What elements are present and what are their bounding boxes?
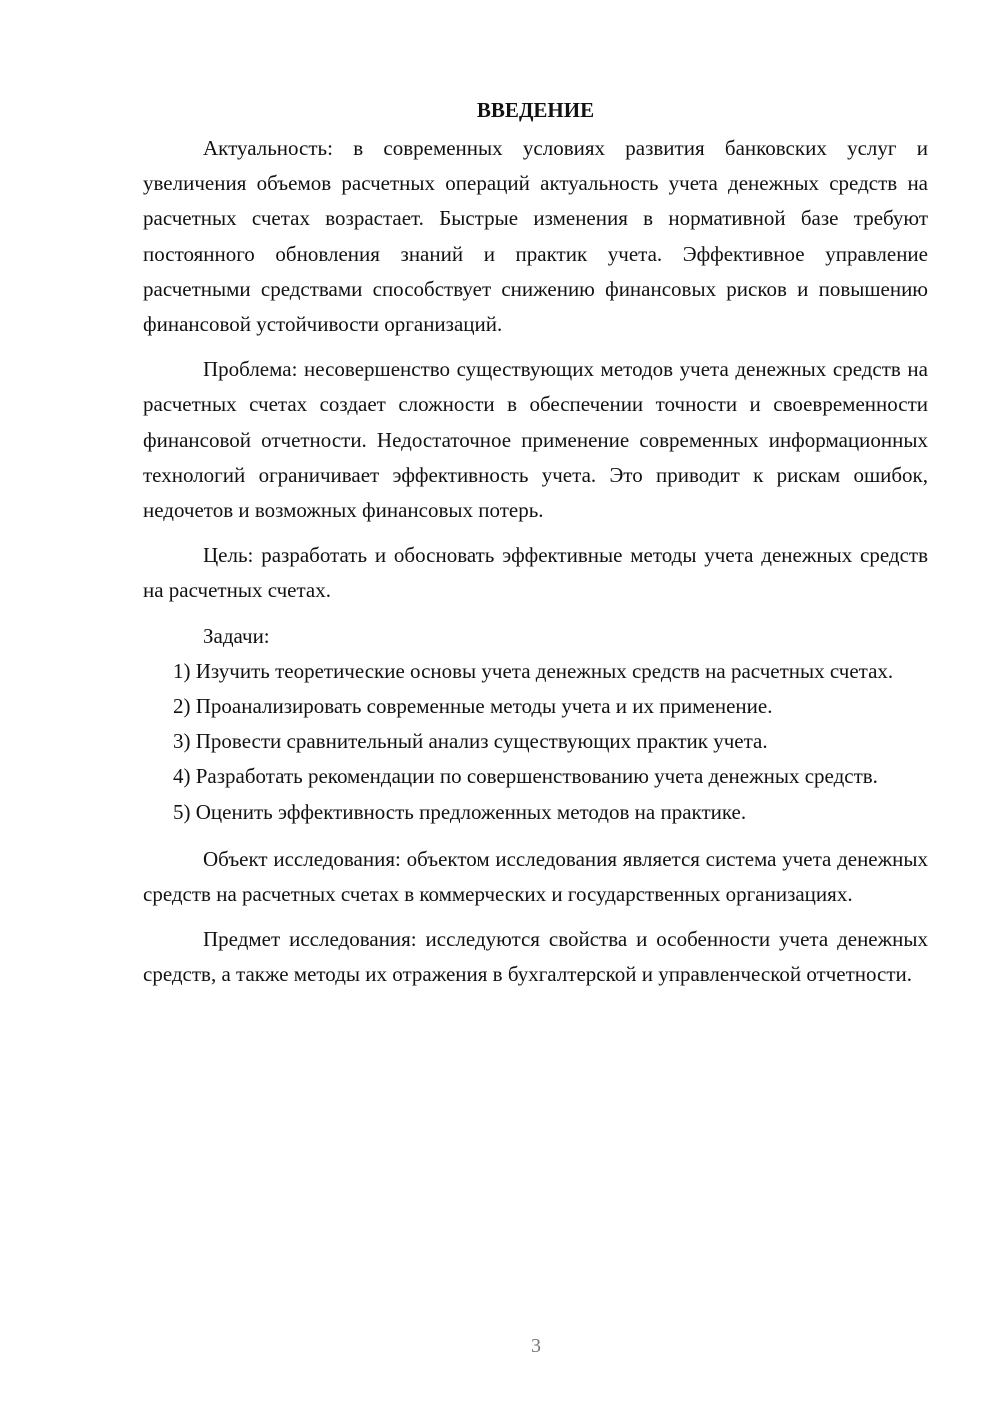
document-page xyxy=(143,93,928,993)
problem-paragraph: Проблема: несовершенство существующих методов учета денежных средств на расчетных счетах создает сложности в обеспечении точности и своевременности финансовой отчетности. Недостаточное применение современных информационных технологий ограничивает эффективность учета. Это приводит к рискам ошибок, недочетов и возможных финансовых потерь. xyxy=(143,357,928,523)
task-item-5: 5) Оценить эффективность предложенных методов на практике. xyxy=(173,799,747,824)
object-paragraph: Объект исследования: объектом исследования является система учета денежных средств на расчетных счетах в коммерческих и государственных организациях. xyxy=(143,846,928,907)
tasks-heading: Задачи: xyxy=(203,623,270,648)
task-item-2: 2) Проанализировать современные методы учета и их применение. xyxy=(173,694,773,719)
goal-paragraph: Цель: разработать и обосновать эффективные методы учета денежных средств на расчетных счетах. xyxy=(143,543,928,603)
task-item-4: 4) Разработать рекомендации по совершенствованию учета денежных средств. xyxy=(173,764,878,789)
task-item-3: 3) Провести сравнительный анализ существующих практик учета. xyxy=(173,729,768,754)
subject-paragraph: Предмет исследования: исследуются свойства и особенности учета денежных средств, а также методы их отражения в бухгалтерской и управленческой отчетности. xyxy=(143,927,928,987)
task-item-1: 1) Изучить теоретические основы учета денежных средств на расчетных счетах. xyxy=(173,658,894,683)
relevance-paragraph: Актуальность: в современных условиях развития банковских услуг и увеличения объемов расчетных операций актуальность учета денежных средств на расчетных счетах возрастает. Быстрые изменения в нормативной базе требуют постоянного обновления знаний и практик учета. Эффективное управление расчетными средствами способствует снижению финансовых рисков и повышению финансовой устойчивости организаций. xyxy=(143,136,928,337)
page-title: ВВЕДЕНИЕ xyxy=(476,98,595,122)
page-number: 3 xyxy=(531,1335,541,1357)
